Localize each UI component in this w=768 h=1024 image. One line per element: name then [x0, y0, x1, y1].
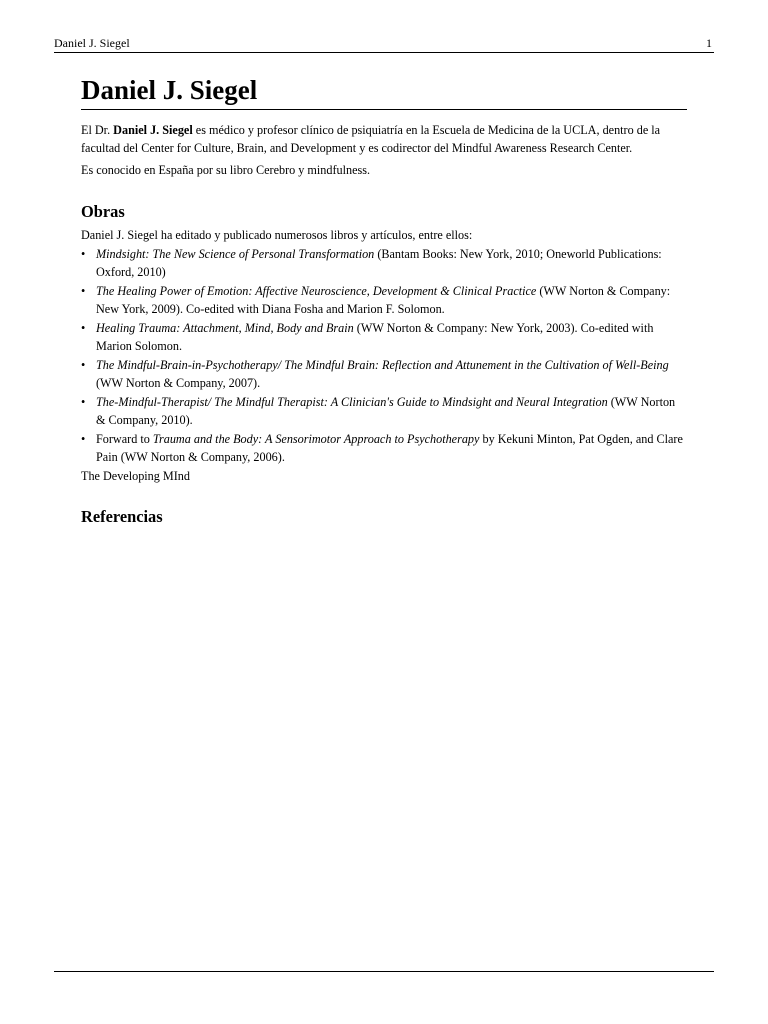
list-item: • Healing Trauma: Attachment, Mind, Body and Brain (WW Norton & Company: New York, 2003). Co-edited with Marion Solomon.: [81, 321, 654, 353]
list-item: • The Mindful-Brain-in-Psychotherapy/ The Mindful Brain: Reflection and Attunement in the Cultivation of Well-Being (WW Norton & Company, 2007).: [81, 358, 669, 390]
bullet-icon: •: [81, 395, 86, 409]
work-title: Mindsight: The New Science of Personal Transformation: [96, 247, 375, 261]
intro-paragraph-2: Es conocido en España por su libro Cerebro y mindfulness.: [81, 163, 371, 177]
works-intro: Daniel J. Siegel ha editado y publicado numerosos libros y artículos, entre ellos:: [81, 228, 473, 242]
bullet-icon: •: [81, 358, 86, 372]
bullet-icon: •: [81, 321, 86, 335]
developing-mind-line: The Developing MInd: [81, 469, 190, 483]
work-title: The Healing Power of Emotion: Affective Neuroscience, Development & Clinical Practice: [96, 284, 537, 298]
work-title: The-Mindful-Therapist/ The Mindful Therapist: A Clinician's Guide to Mindsight and Neural Integration: [96, 395, 608, 409]
intro-paragraph: [81, 121, 687, 157]
intro-prefix: El Dr.: [81, 123, 114, 137]
page-title: Daniel J. Siegel: [81, 74, 687, 110]
bullet-icon: •: [81, 247, 86, 261]
bullet-icon: •: [81, 284, 86, 298]
intro-bold-name: Daniel J. Siegel: [113, 123, 193, 137]
works-list: [81, 245, 687, 466]
work-title: Healing Trauma: Attachment, Mind, Body and Brain: [96, 321, 354, 335]
list-item: • Mindsight: The New Science of Personal Transformation (Bantam Books: New York, 2010; Oneworld Publications: Oxford, 2010): [81, 247, 662, 279]
works-heading: Obras: [81, 202, 125, 221]
list-item: • Forward to Trauma and the Body: A Sensorimotor Approach to Psychotherapy by Kekuni Minton, Pat Ogden, and Clare Pain (WW Norton & Company, 2006).: [81, 432, 683, 464]
work-title: The Mindful-Brain-in-Psychotherapy/ The Mindful Brain: Reflection and Attunement in the Cultivation of Well-Being: [96, 358, 669, 372]
bullet-icon: •: [81, 432, 86, 446]
page-number: 1: [706, 36, 712, 50]
running-title: Daniel J. Siegel: [54, 36, 130, 50]
article-body: [81, 74, 687, 527]
list-item: • The-Mindful-Therapist/ The Mindful Therapist: A Clinician's Guide to Mindsight and Neural Integration (WW Norton & Company, 2010).: [81, 395, 676, 427]
references-heading: Referencias: [81, 507, 163, 526]
footer-rule: [54, 971, 714, 972]
list-item: • The Healing Power of Emotion: Affective Neuroscience, Development & Clinical Practice (WW Norton & Company: New York, 2009). Co-edited with Diana Fosha and Marion F. Solomon.: [81, 284, 671, 316]
intro-rest: es médico y profesor clínico de psiquiatría en la Escuela de Medicina de la UCLA, dentro de la facultad del Center for Culture, Brain, and Development y es codirector del Mindful Awareness Research Center.: [81, 123, 661, 155]
running-header: [54, 36, 714, 53]
work-title: Trauma and the Body: A Sensorimotor Approach to Psychotherapy: [152, 432, 480, 446]
